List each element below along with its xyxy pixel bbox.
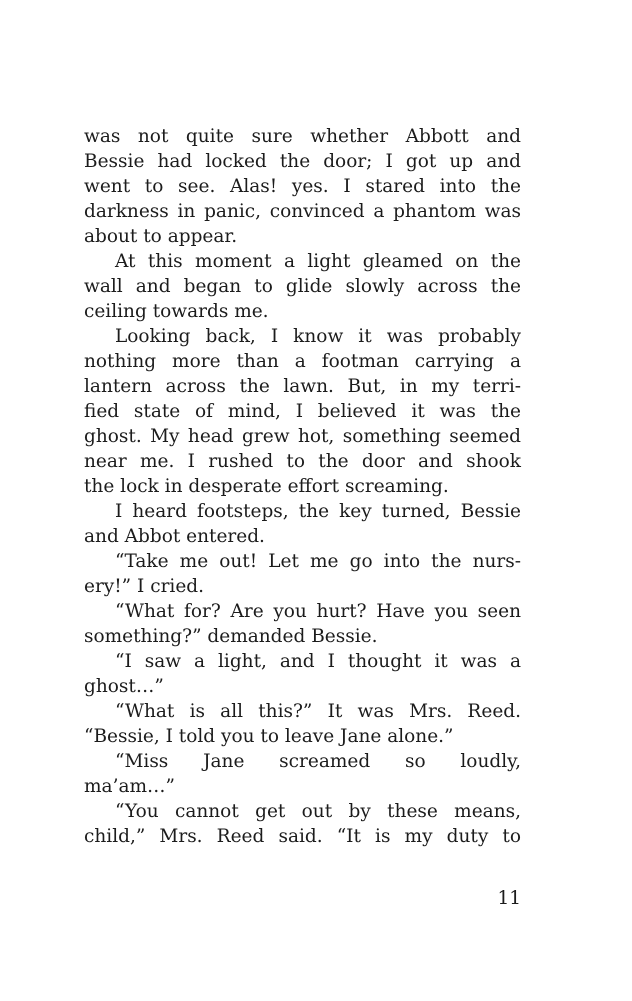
text-line: “I saw a light, and I thought it was a xyxy=(115,651,521,672)
text-line: the lock in desperate effort screaming. xyxy=(84,476,449,497)
paragraph xyxy=(84,499,521,549)
text-line: child,” Mrs. Reed said. “It is my duty to xyxy=(84,826,521,847)
paragraph xyxy=(84,249,521,324)
text-line: something?” demanded Bessie. xyxy=(84,626,378,647)
text-line: was not quite sure whether Abbott and xyxy=(84,126,521,147)
text-block xyxy=(84,124,521,849)
paragraph xyxy=(84,549,521,599)
paragraph xyxy=(84,324,521,499)
text-line: ghost…” xyxy=(84,676,164,697)
paragraph xyxy=(84,124,521,249)
text-line: ghost. My head grew hot, something seemed xyxy=(84,426,521,447)
text-line: Looking back, I know it was probably xyxy=(115,326,521,347)
paragraph xyxy=(84,749,521,799)
text-line: lantern across the lawn. But, in my terri- xyxy=(84,376,521,397)
text-line: and Abbot entered. xyxy=(84,526,265,547)
text-line: “Take me out! Let me go into the nurs- xyxy=(115,551,521,572)
text-line: ery!” I cried. xyxy=(84,576,204,597)
text-line: wall and began to glide slowly across the xyxy=(84,276,521,297)
page-number: 11 xyxy=(497,888,521,909)
text-line: “Miss Jane screamed so loudly, xyxy=(115,751,521,772)
text-line: At this moment a light gleamed on the xyxy=(115,251,521,272)
text-line: near me. I rushed to the door and shook xyxy=(84,451,521,472)
text-line: I heard footsteps, the key turned, Bessie xyxy=(115,501,521,522)
paragraph xyxy=(84,649,521,699)
paragraph xyxy=(84,799,521,849)
text-line: “What for? Are you hurt? Have you seen xyxy=(115,601,521,622)
text-line: fied state of mind, I believed it was the xyxy=(84,401,521,422)
text-line: about to appear. xyxy=(84,226,238,247)
text-line: “You cannot get out by these means, xyxy=(115,801,521,822)
text-line: ma’am…” xyxy=(84,776,175,797)
text-line: went to see. Alas! yes. I stared into the xyxy=(84,176,521,197)
text-line: ceiling towards me. xyxy=(84,301,269,322)
text-line: nothing more than a footman carrying a xyxy=(84,351,521,372)
paragraph xyxy=(84,599,521,649)
text-line: darkness in panic, convinced a phantom was xyxy=(84,201,521,222)
text-line: “What is all this?” It was Mrs. Reed. xyxy=(115,701,521,722)
text-line: Bessie had locked the door; I got up and xyxy=(84,151,521,172)
text-line: “Bessie, I told you to leave Jane alone.” xyxy=(84,726,454,747)
paragraph xyxy=(84,699,521,749)
